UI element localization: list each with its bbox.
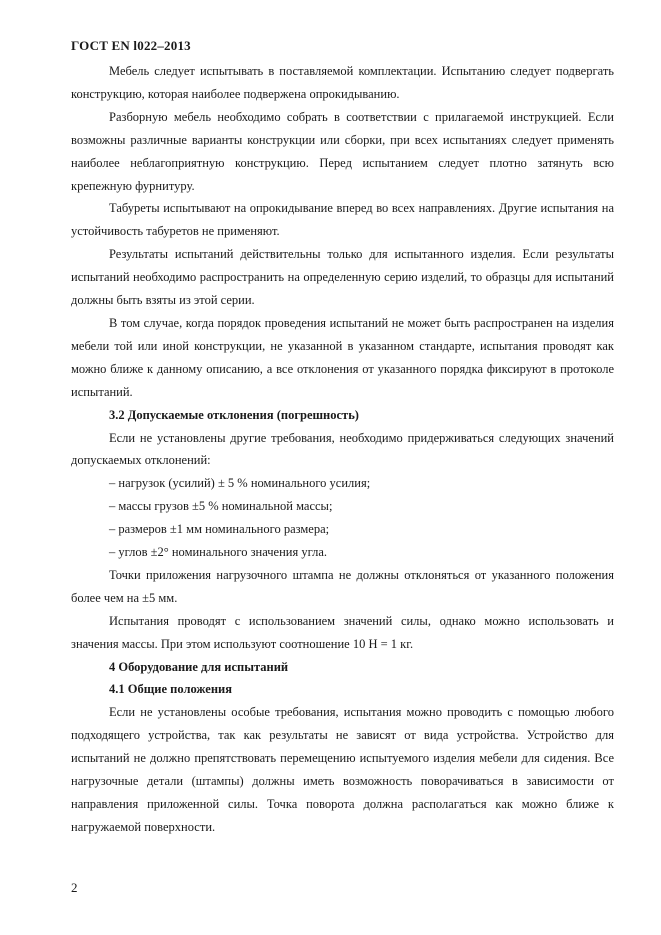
document-body: [71, 60, 614, 839]
list-item: – углов ±2° номинального значения угла.: [109, 545, 327, 560]
paragraph: Если не установлены другие требования, необходимо придерживаться следующих значений допускаемых отклонений:: [71, 430, 614, 468]
section-heading-4-1: 4.1 Общие положения: [109, 682, 233, 697]
paragraph: Результаты испытаний действительны только для испытанного изделия. Если результаты испытаний необходимо распространить на определенную серию изделий, то образцы для испытаний должны быть взяты из этой серии.: [71, 247, 614, 308]
list-item: – массы грузов ±5 % номинальной массы;: [109, 499, 333, 514]
list-item: – нагрузок (усилий) ± 5 % номинального усилия;: [109, 476, 371, 491]
paragraph: Табуреты испытывают на опрокидывание вперед во всех направлениях. Другие испытания на устойчивость табуретов не применяют.: [71, 201, 614, 239]
list-item: – размеров ±1 мм номинального размера;: [109, 522, 330, 537]
paragraph: Испытания проводят с использованием значений силы, однако можно использовать и значения массы. При этом используют соотношение 10 Н = 1 кг.: [71, 613, 614, 651]
paragraph: Разборную мебель необходимо собрать в соответствии с прилагаемой инструкцией. Если возможны различные варианты конструкции или сборки, при всех испытаниях следует применять наиболее неблагоприятную конструкцию. Перед испытанием следует плотно затянуть всю крепежную фурнитуру.: [71, 109, 614, 193]
paragraph: Точки приложения нагрузочного штампа не должны отклоняться от указанного положения более чем на ±5 мм.: [71, 567, 614, 605]
paragraph: Если не установлены особые требования, испытания можно проводить с помощью любого подходящего устройства, так как результаты не зависят от вида устройства. Устройство для испытаний не должно препятствовать перемещению испытуемого изделия мебели для сидения. Все нагрузочные детали (штампы) должны иметь возможность поворачиваться в зависимости от направления приложенной силы. Точка поворота должна располагаться как можно ближе к нагружаемой поверхности.: [71, 705, 614, 834]
section-heading-4: 4 Оборудование для испытаний: [109, 659, 289, 674]
paragraph: В том случае, когда порядок проведения испытаний не может быть распространен на изделия мебели той или иной конструкции, не указанной в указанном стандарте, испытания проводят как можно ближе к данному описанию, а все отклонения от указанного порядка фиксируют в протоколе испытаний.: [71, 315, 614, 399]
document-header: ГОСТ EN l022–2013: [71, 38, 191, 53]
section-heading-3-2: 3.2 Допускаемые отклонения (погрешность): [109, 407, 359, 422]
paragraph: Мебель следует испытывать в поставляемой комплектации. Испытанию следует подвергать конструкцию, которая наиболее подвержена опрокидыванию.: [71, 64, 614, 101]
page-number: 2: [71, 880, 78, 895]
